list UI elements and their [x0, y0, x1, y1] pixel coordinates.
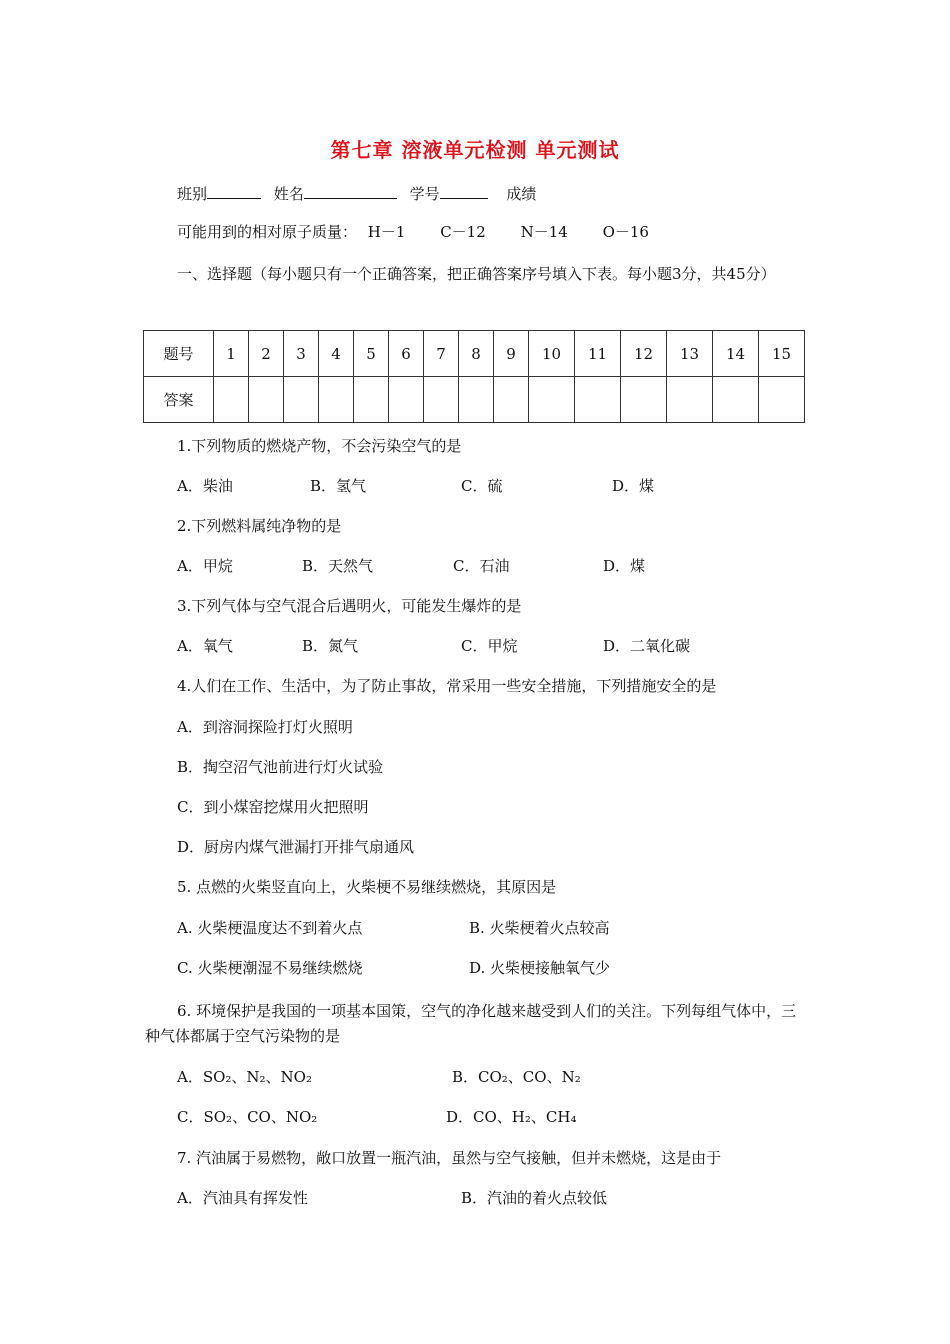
table-cell-number: 4	[319, 331, 354, 377]
question-7-stem: 7. 汽油属于易燃物，敞口放置一瓶汽油，虽然与空气接触，但并未燃烧，这是由于	[177, 1149, 722, 1167]
table-cell-number: 10	[529, 331, 575, 377]
question-5-option-a: A. 火柴梗温度达不到着火点	[177, 919, 363, 937]
class-label: 班别	[177, 185, 208, 203]
question-7-option-a: A．汽油具有挥发性	[177, 1189, 308, 1207]
question-1-option-b: B．氢气	[310, 477, 367, 495]
answer-cell[interactable]	[284, 377, 319, 423]
question-6-option-a: A．SO₂、N₂、NO₂	[177, 1068, 312, 1086]
answer-table	[143, 330, 805, 423]
table-cell-number: 5	[354, 331, 389, 377]
answer-cell[interactable]	[459, 377, 494, 423]
question-7-option-b: B．汽油的着火点较低	[461, 1189, 608, 1207]
question-4-option-d: D．厨房内煤气泄漏打开排气扇通风	[177, 838, 415, 856]
question-5-option-d: D. 火柴梗接触氧气少	[469, 959, 611, 977]
atomic-mass-o: O－16	[602, 223, 649, 241]
atomic-mass-line	[177, 222, 649, 242]
question-1-option-c: C．硫	[461, 477, 503, 495]
student-info-line	[177, 182, 536, 204]
question-3-option-c: C．甲烷	[461, 637, 518, 655]
question-6-option-b: B．CO₂、CO、N₂	[452, 1068, 581, 1086]
question-2-option-b: B．天然气	[302, 557, 374, 575]
table-row	[144, 377, 805, 423]
section-instructions: 一、选择题（每小题只有一个正确答案，把正确答案序号填入下表。每小题3分，共45分）	[177, 265, 776, 283]
question-3-stem: 3.下列气体与空气混合后遇明火，可能发生爆炸的是	[177, 597, 522, 615]
table-cell-number: 2	[249, 331, 284, 377]
question-5-option-c: C. 火柴梗潮湿不易继续燃烧	[177, 959, 363, 977]
question-3-option-d: D．二氧化碳	[603, 637, 691, 655]
table-cell-number: 8	[459, 331, 494, 377]
question-3-option-b: B．氮气	[302, 637, 359, 655]
question-4-stem: 4.人们在工作、生活中，为了防止事故，常采用一些安全措施，下列措施安全的是	[177, 677, 717, 695]
question-4-option-a: A．到溶洞探险打灯火照明	[177, 718, 353, 736]
question-5-stem: 5. 点燃的火柴竖直向上，火柴梗不易继续燃烧，其原因是	[177, 878, 557, 896]
question-4-option-c: C．到小煤窑挖煤用火把照明	[177, 798, 369, 816]
question-6-stem: 6. 环境保护是我国的一项基本国策，空气的净化越来越受到人们的关注。下列每组气体中，三种气体都属于空气污染物的是	[145, 1002, 797, 1045]
question-5-option-b: B. 火柴梗着火点较高	[469, 919, 610, 937]
atomic-mass-n: N－14	[520, 223, 568, 241]
question-4-option-b: B．掏空沼气池前进行灯火试验	[177, 758, 384, 776]
question-3-option-a: A．氧气	[177, 637, 233, 655]
question-6-option-c: C．SO₂、CO、NO₂	[177, 1108, 318, 1126]
answer-cell[interactable]	[249, 377, 284, 423]
answer-cell[interactable]	[389, 377, 424, 423]
answer-cell[interactable]	[713, 377, 759, 423]
table-cell-number: 12	[621, 331, 667, 377]
number-label: 学号	[409, 185, 440, 203]
table-cell-number: 9	[494, 331, 529, 377]
answer-cell[interactable]	[424, 377, 459, 423]
table-cell-number: 7	[424, 331, 459, 377]
atomic-mass-c: C－12	[440, 223, 486, 241]
table-cell-number: 1	[214, 331, 249, 377]
number-blank[interactable]	[440, 182, 488, 199]
question-2-option-d: D．煤	[603, 557, 646, 575]
question-1-option-a: A．柴油	[177, 477, 233, 495]
answer-cell[interactable]	[759, 377, 805, 423]
answer-cell[interactable]	[575, 377, 621, 423]
answer-cell[interactable]	[621, 377, 667, 423]
table-answer-label: 答案	[144, 377, 214, 423]
question-6-option-d: D．CO、H₂、CH₄	[446, 1108, 577, 1126]
answer-cell[interactable]	[667, 377, 713, 423]
page-title: 第七章 溶液单元检测 单元测试	[330, 138, 620, 162]
atomic-mass-label: 可能用到的相对原子质量：	[177, 223, 358, 241]
table-cell-number: 11	[575, 331, 621, 377]
question-2-option-a: A．甲烷	[177, 557, 233, 575]
answer-cell[interactable]	[494, 377, 529, 423]
name-label: 姓名	[273, 185, 304, 203]
score-label: 成绩	[506, 185, 537, 203]
answer-cell[interactable]	[354, 377, 389, 423]
table-row	[144, 331, 805, 377]
table-header-label: 题号	[144, 331, 214, 377]
table-cell-number: 15	[759, 331, 805, 377]
question-2-stem: 2.下列燃料属纯净物的是	[177, 517, 342, 535]
class-blank[interactable]	[207, 182, 261, 199]
question-2-option-c: C．石油	[453, 557, 510, 575]
answer-cell[interactable]	[319, 377, 354, 423]
table-cell-number: 3	[284, 331, 319, 377]
answer-cell[interactable]	[529, 377, 575, 423]
atomic-mass-h: H－1	[367, 223, 406, 241]
table-cell-number: 14	[713, 331, 759, 377]
name-blank[interactable]	[304, 182, 397, 199]
answer-cell[interactable]	[214, 377, 249, 423]
table-cell-number: 13	[667, 331, 713, 377]
question-1-option-d: D．煤	[612, 477, 655, 495]
table-cell-number: 6	[389, 331, 424, 377]
question-1-stem: 1.下列物质的燃烧产物，不会污染空气的是	[177, 437, 462, 455]
